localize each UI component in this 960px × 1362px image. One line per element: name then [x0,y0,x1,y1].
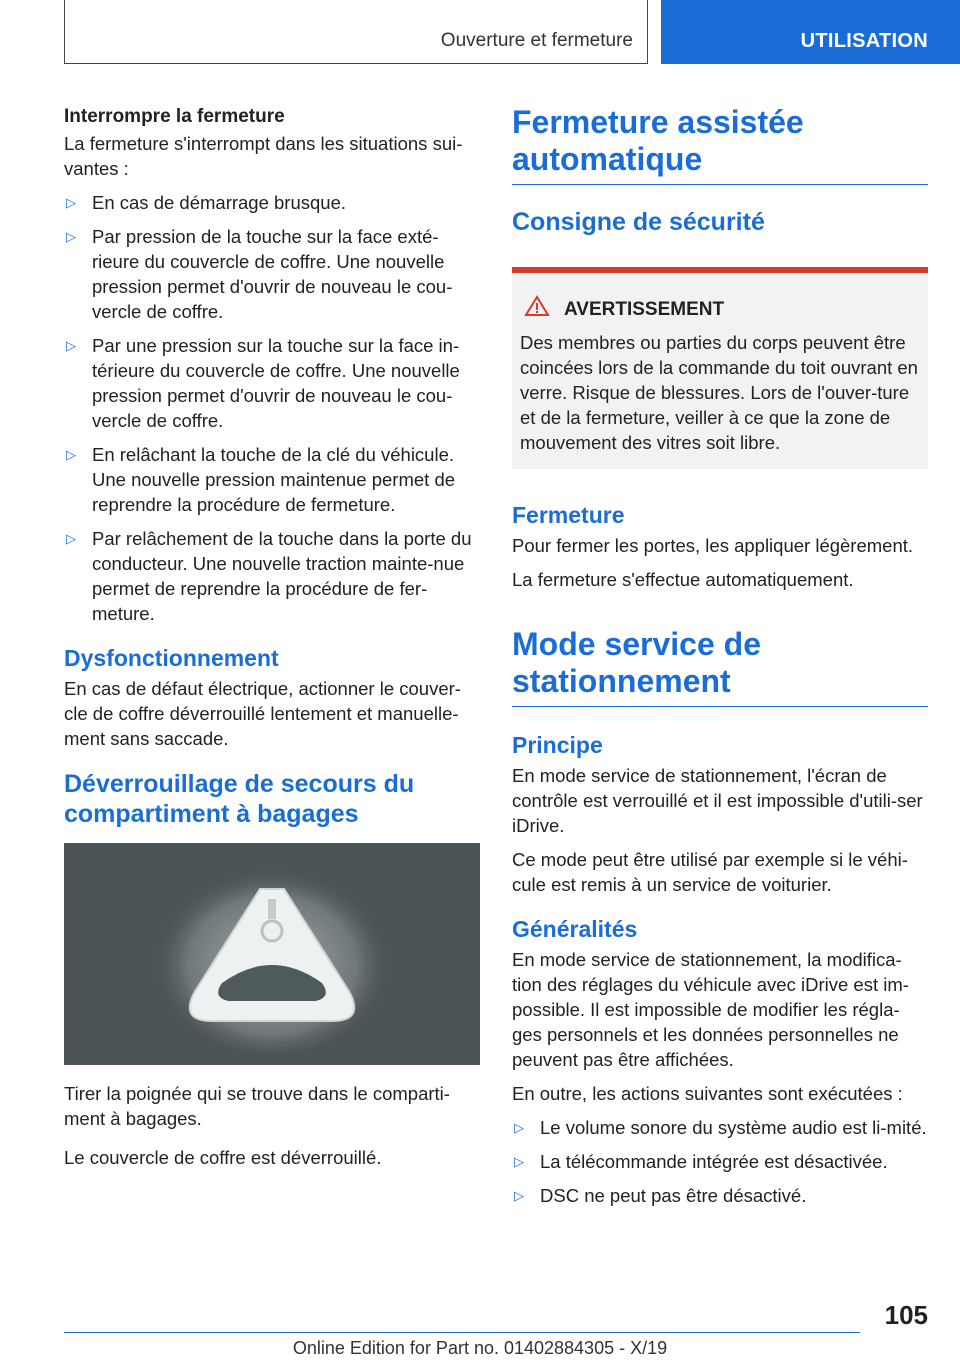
warning-triangle-icon [524,295,554,324]
emergency-handle-icon [64,843,480,1065]
triangle-bullet-icon: ▷ [66,195,76,210]
emergency-text-2: Le couvercle de coffre est déverrouillé. [64,1147,382,1168]
principle-title: Principe [512,732,603,758]
triangle-bullet-icon: ▷ [66,229,76,244]
list-item: ▷ La télécommande intégrée est désactivée. [514,1151,888,1172]
closing-title: Fermeture [512,502,625,528]
emergency-handle-photo [64,843,480,1065]
header-tab-label: UTILISATION [800,30,928,52]
interrupt-intro: La fermeture s'interrompt dans les situations sui-vantes : [64,133,463,179]
closing-text-2: La fermeture s'effectue automatiquement. [512,569,854,590]
emergency-title: Déverrouillage de secours du compartiment à bagages [64,770,415,828]
list-item: ▷ Le volume sonore du système audio est li-mité. [514,1117,927,1138]
emergency-text-1: Tirer la poignée qui se trouve dans le comparti-ment à bagages. [64,1083,450,1129]
left-column [64,104,480,1179]
general-text-1: En mode service de stationnement, la modifica-tion des réglages du véhicule avec iDrive est im-possible. Il est impossible de modifier les régla-ges personnels et les données personnelles ne peuvent pas être affichées. [512,949,909,1070]
general-title: Généralités [512,916,638,942]
triangle-bullet-icon: ▷ [514,1188,524,1203]
page-number: 105 [884,1300,928,1330]
footer-divider [64,1332,860,1333]
interrupt-title: Interrompre la fermeture [64,106,285,127]
triangle-bullet-icon: ▷ [66,447,76,462]
triangle-bullet-icon: ▷ [514,1154,524,1169]
malfunction-text: En cas de défaut électrique, actionner le couver-cle de coffre déverrouillé lentement et manuelle-ment sans saccade. [64,678,461,749]
assist-title: Fermeture assistée automatique [512,104,928,185]
general-list [512,1115,928,1208]
principle-text-2: Ce mode peut être utilisé par exemple si le véhi-cule est remis à un service de voiturier. [512,849,908,895]
right-column [512,104,928,1217]
header-section-box [64,0,648,64]
valet-title: Mode service de stationnement [512,626,928,707]
list-item: ▷ En cas de démarrage brusque. [66,192,347,213]
list-item: ▷ Par relâchement de la touche dans la porte du conducteur. Une nouvelle traction mainte-nue permet de reprendre la procédure de fer-meture. [66,528,472,624]
safety-title: Consigne de sécurité [512,208,765,236]
header-section-title: Ouverture et fermeture [440,30,633,51]
triangle-bullet-icon: ▷ [66,338,76,353]
warning-box [512,267,928,469]
header-tab [661,0,960,64]
triangle-bullet-icon: ▷ [66,531,76,546]
footer-edition: Online Edition for Part no. 01402884305 - X/19 [292,1338,668,1358]
warning-label: AVERTISSEMENT [564,298,725,320]
list-item: ▷ Par une pression sur la touche sur la face in-térieure du couvercle de coffre. Une nouvelle pression permet d'ouvrir de nouveau le cou-vercle de coffre. [66,335,460,431]
principle-text-1: En mode service de stationnement, l'écran de contrôle est verrouillé et il est impossible d'utili-ser iDrive. [512,765,923,836]
interrupt-list [64,190,480,626]
warning-text: Des membres ou parties du corps peuvent être coincées lors de la commande du toit ouvrant en verre. Risque de blessures. Lors de l'ouver-ture et de la fermeture, veiller à ce que la zone de mouvement des vitres soit libre. [520,332,918,453]
malfunction-title: Dysfonctionnement [64,645,279,671]
list-item: ▷ DSC ne peut pas être désactivé. [514,1185,807,1206]
closing-text-1: Pour fermer les portes, les appliquer légèrement. [512,535,914,556]
triangle-bullet-icon: ▷ [514,1120,524,1135]
general-text-2: En outre, les actions suivantes sont exécutées : [512,1083,903,1104]
list-item: ▷ En relâchant la touche de la clé du véhicule. Une nouvelle pression maintenue permet de reprendre la procédure de fermeture. [66,444,456,515]
list-item: ▷ Par pression de la touche sur la face exté-rieure du couvercle de coffre. Une nouvelle pression permet d'ouvrir de nouveau le cou-vercle de coffre. [66,226,453,322]
